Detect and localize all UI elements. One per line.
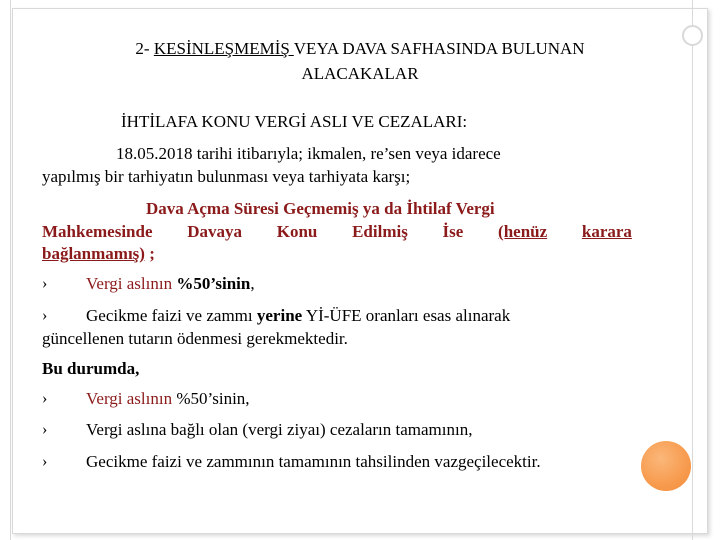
bullet-a1-text: Vergi aslının %50’sinin, (86, 274, 255, 293)
frame-line-right (692, 0, 693, 540)
paragraph-2-line-1: Dava Açma Süresi Geçmemiş ya da İhtilaf Vergi (146, 199, 495, 218)
paragraph-1-line-1: 18.05.2018 tarihi itibarıyla; ikmalen, re’sen veya idarece (116, 144, 501, 163)
paragraph-2-line-2 (42, 221, 632, 242)
bullet-marker: › (42, 453, 48, 470)
bullet-b2-text: Vergi aslına bağlı olan (vergi ziyaı) cezaların tamamının, (86, 420, 473, 439)
bullet-b1-text: Vergi aslının %50’sinin, (86, 389, 250, 408)
frame-line-left (10, 0, 11, 540)
word-underlined: (henüz (498, 222, 548, 241)
word: Edilmiş (352, 222, 408, 241)
section-heading: İHTİLAFA KONU VERGİ ASLI VE CEZALARI: (121, 112, 468, 131)
bullet-marker: › (42, 275, 48, 292)
title-underlined: KESİNLEŞMEMİŞ (153, 39, 294, 58)
slide-title-line2: ALACAKALAR (301, 64, 419, 83)
bullet-marker: › (42, 390, 48, 407)
word: Davaya (187, 222, 242, 241)
word: Mahkemesinde (42, 222, 153, 241)
paragraph-2-line-3: bağlanmamış) ; (42, 244, 155, 263)
bullet-marker: › (42, 421, 48, 438)
bullet-b3-text: Gecikme faizi ve zammının tamamının tahsilinden vazgeçilecektir. (86, 452, 541, 471)
word: İse (442, 222, 464, 241)
paragraph-1-line-2: yapılmış bir tarhiyatın bulunması veya tarhiyata karşı; (42, 167, 411, 186)
bullet-a2-text: Gecikme faizi ve zammı yerine Yİ-ÜFE oranları esas alınarak (86, 306, 511, 325)
bullet-marker: › (42, 307, 48, 324)
decor-circle-orange (641, 441, 691, 491)
decor-circle-small (682, 25, 703, 46)
word-underlined: karara (581, 222, 632, 241)
word: Konu (276, 222, 318, 241)
slide-title-line1: 2- KESİNLEŞMEMİŞ VEYA DAVA SAFHASINDA BULUNAN (135, 39, 585, 58)
bullet-a2-continuation: güncellenen tutarın ödenmesi gerekmektedir. (42, 329, 348, 348)
bu-durumda-heading: Bu durumda, (42, 359, 140, 378)
